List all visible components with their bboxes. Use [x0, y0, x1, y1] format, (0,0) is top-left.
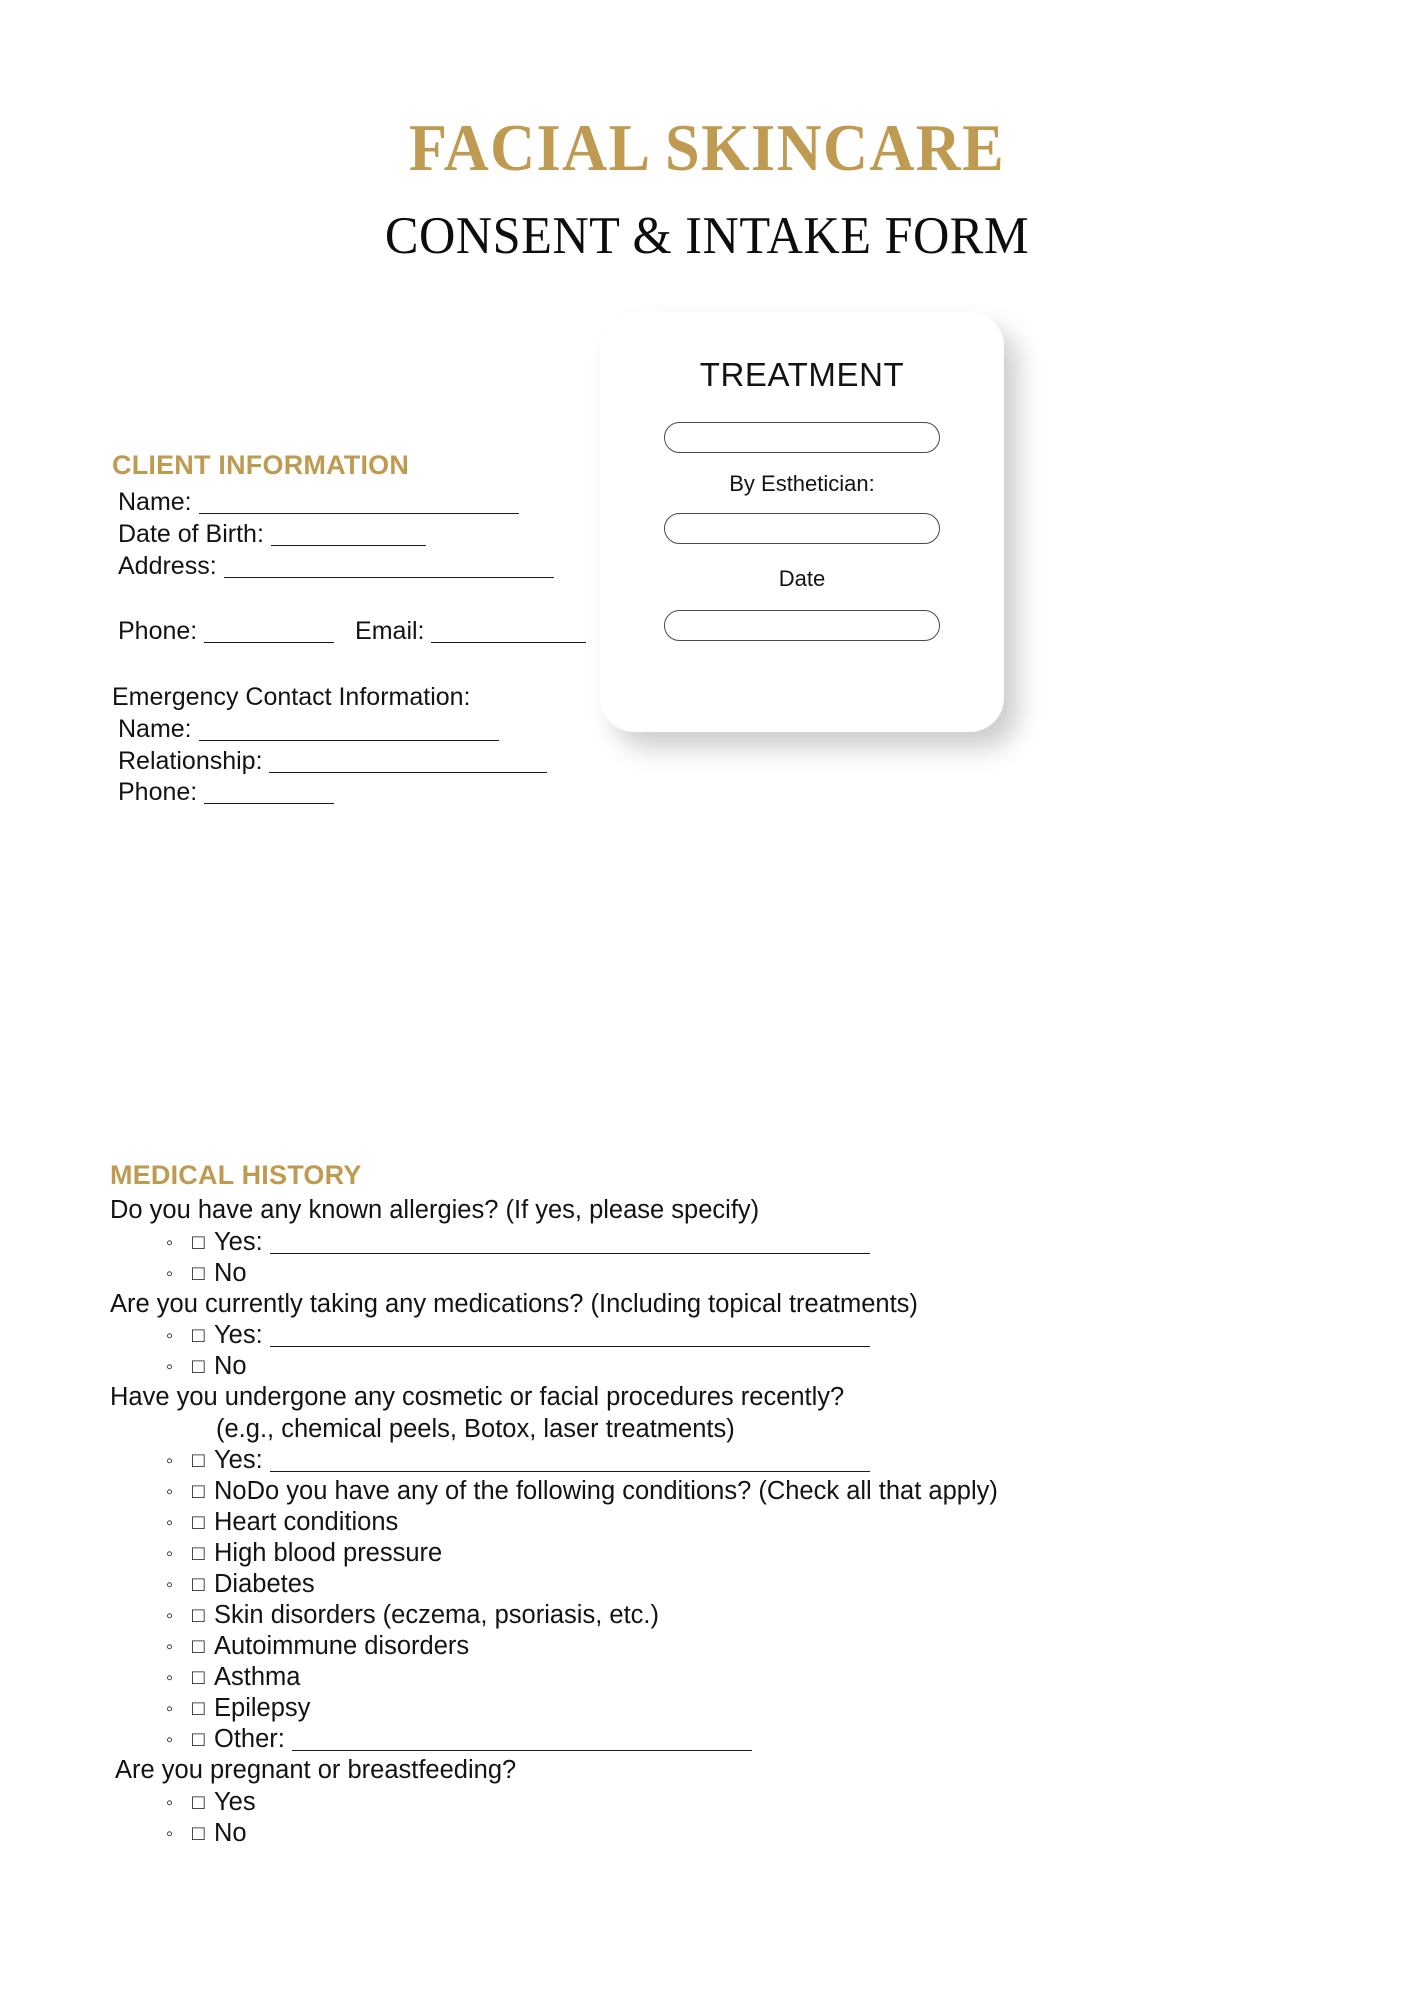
option-medications-yes[interactable]: [110, 1320, 1330, 1351]
spacer: [112, 648, 632, 682]
question-pregnancy: [110, 1755, 1330, 1787]
checkbox-icon[interactable]: □: [192, 1728, 205, 1752]
client-email-rule[interactable]: [431, 642, 586, 643]
question-medications: [110, 1289, 1330, 1321]
checkbox-icon[interactable]: □: [192, 1449, 205, 1473]
date-label: Date: [778, 566, 826, 591]
condition-high-blood-pressure[interactable]: [110, 1538, 1330, 1569]
checkbox-icon[interactable]: □: [192, 1697, 205, 1721]
bullet-circle-icon: ◦: [166, 1574, 174, 1597]
option-procedures-no-and-conditions-prompt[interactable]: [110, 1476, 1330, 1507]
question-medications-text: Are you currently taking any medications? (Including topical treatments): [110, 1289, 918, 1318]
bullet-circle-icon: ◦: [166, 1791, 174, 1814]
checkbox-icon[interactable]: □: [192, 1790, 205, 1814]
checkbox-icon[interactable]: □: [192, 1261, 205, 1285]
client-address-field[interactable]: [112, 551, 632, 583]
condition-other-label: Other:: [214, 1725, 285, 1754]
option-label: Yes:: [214, 1321, 263, 1350]
emergency-phone-label: Phone:: [118, 778, 198, 807]
checkbox-icon[interactable]: □: [192, 1604, 205, 1628]
medical-history-heading: MEDICAL HISTORY: [110, 1160, 362, 1190]
bullet-circle-icon: ◦: [166, 1262, 174, 1285]
option-medications-yes-rule[interactable]: [270, 1346, 870, 1347]
page-title: FACIAL SKINCARE: [408, 111, 1006, 185]
question-procedures-examples: [110, 1414, 1330, 1446]
checkbox-icon[interactable]: □: [192, 1480, 205, 1504]
question-procedures-text: Have you undergone any cosmetic or facial procedures recently?: [110, 1383, 845, 1412]
option-procedures-yes[interactable]: [110, 1445, 1330, 1476]
bullet-circle-icon: ◦: [166, 1543, 174, 1566]
question-allergies: [110, 1195, 1330, 1227]
client-dob-field[interactable]: [112, 519, 632, 551]
bullet-circle-icon: ◦: [166, 1822, 174, 1845]
client-email-label: Email:: [355, 617, 425, 646]
client-phone-label: Phone:: [118, 617, 198, 646]
bullet-circle-icon: ◦: [166, 1698, 174, 1721]
condition-label: Autoimmune disorders: [214, 1632, 470, 1661]
document-header: [0, 112, 1414, 267]
treatment-card-title: TREATMENT: [699, 356, 905, 393]
date-input[interactable]: [664, 610, 940, 641]
client-name-field[interactable]: [112, 487, 632, 519]
esthetician-input[interactable]: [664, 513, 940, 544]
emergency-phone-rule[interactable]: [204, 803, 334, 804]
checkbox-icon[interactable]: □: [192, 1821, 205, 1845]
condition-diabetes[interactable]: [110, 1569, 1330, 1600]
option-allergies-no[interactable]: [110, 1258, 1330, 1289]
emergency-phone-field[interactable]: [112, 777, 632, 809]
option-label: No: [214, 1818, 247, 1847]
client-dob-rule[interactable]: [271, 545, 426, 546]
condition-label: Epilepsy: [214, 1694, 311, 1723]
bullet-circle-icon: ◦: [166, 1636, 174, 1659]
condition-other[interactable]: [110, 1724, 1330, 1755]
option-procedures-yes-rule[interactable]: [270, 1471, 870, 1472]
option-pregnancy-no[interactable]: [110, 1818, 1330, 1849]
checkbox-icon[interactable]: □: [192, 1542, 205, 1566]
emergency-contact-heading: [112, 682, 632, 714]
option-label: Yes:: [214, 1227, 263, 1256]
condition-skin-disorders[interactable]: [110, 1600, 1330, 1631]
question-allergies-text: Do you have any known allergies? (If yes, please specify): [110, 1196, 760, 1224]
condition-label: Skin disorders (eczema, psoriasis, etc.): [214, 1601, 659, 1630]
bullet-circle-icon: ◦: [166, 1450, 174, 1473]
emergency-name-rule[interactable]: [199, 740, 499, 741]
option-label: No: [214, 1352, 247, 1381]
client-phone-rule[interactable]: [204, 642, 334, 643]
option-label: Yes: [214, 1787, 256, 1816]
treatment-input[interactable]: [664, 422, 940, 453]
page-subtitle: CONSENT & INTAKE FORM: [384, 207, 1030, 266]
option-pregnancy-yes[interactable]: [110, 1787, 1330, 1818]
question-pregnancy-text: Are you pregnant or breastfeeding?: [115, 1756, 517, 1784]
condition-label: Diabetes: [214, 1570, 315, 1599]
client-phone-email-row[interactable]: [112, 616, 632, 648]
bullet-circle-icon: ◦: [166, 1325, 174, 1348]
condition-autoimmune[interactable]: [110, 1631, 1330, 1662]
question-procedures-examples-text: (e.g., chemical peels, Botox, laser treatments): [216, 1414, 735, 1443]
client-information-section: [112, 450, 632, 809]
option-label: No: [214, 1258, 247, 1287]
condition-label: High blood pressure: [214, 1539, 443, 1568]
condition-asthma[interactable]: [110, 1662, 1330, 1693]
bullet-circle-icon: ◦: [166, 1729, 174, 1752]
checkbox-icon[interactable]: □: [192, 1324, 205, 1348]
condition-heart[interactable]: [110, 1507, 1330, 1538]
option-allergies-yes[interactable]: [110, 1227, 1330, 1258]
question-procedures: [110, 1382, 1330, 1414]
emergency-relationship-label: Relationship:: [118, 746, 263, 775]
checkbox-icon[interactable]: □: [192, 1573, 205, 1597]
emergency-relationship-field[interactable]: [112, 746, 632, 778]
client-information-heading: CLIENT INFORMATION: [112, 450, 410, 480]
emergency-name-field[interactable]: [112, 714, 632, 746]
bullet-circle-icon: ◦: [166, 1356, 174, 1379]
option-medications-no[interactable]: [110, 1351, 1330, 1382]
condition-epilepsy[interactable]: [110, 1693, 1330, 1724]
condition-label: Asthma: [214, 1663, 301, 1692]
bullet-circle-icon: ◦: [166, 1667, 174, 1690]
medical-history-section: [110, 1160, 1330, 1849]
client-address-rule[interactable]: [224, 577, 554, 578]
emergency-name-label: Name:: [118, 714, 192, 743]
checkbox-icon[interactable]: □: [192, 1511, 205, 1535]
bullet-circle-icon: ◦: [166, 1481, 174, 1504]
option-label: Yes:: [214, 1446, 263, 1475]
emergency-relationship-rule[interactable]: [269, 772, 547, 773]
spacer: [112, 582, 632, 616]
checkbox-icon[interactable]: □: [192, 1635, 205, 1659]
treatment-card: [600, 312, 1004, 732]
checkbox-icon[interactable]: □: [192, 1230, 205, 1254]
bullet-circle-icon: ◦: [166, 1231, 174, 1254]
checkbox-icon[interactable]: □: [192, 1666, 205, 1690]
option-label: NoDo you have any of the following conditions? (Check all that apply): [214, 1477, 998, 1506]
condition-other-rule[interactable]: [292, 1750, 752, 1751]
esthetician-label: By Esthetician:: [729, 471, 875, 496]
emergency-contact-heading-text: Emergency Contact Information:: [112, 683, 471, 711]
condition-label: Heart conditions: [214, 1508, 399, 1537]
option-allergies-yes-rule[interactable]: [270, 1253, 870, 1254]
bullet-circle-icon: ◦: [166, 1512, 174, 1535]
client-name-rule[interactable]: [199, 513, 519, 514]
checkbox-icon[interactable]: □: [192, 1355, 205, 1379]
client-name-label: Name:: [118, 488, 192, 516]
bullet-circle-icon: ◦: [166, 1605, 174, 1628]
client-address-label: Address:: [118, 551, 217, 580]
client-dob-label: Date of Birth:: [118, 519, 264, 548]
